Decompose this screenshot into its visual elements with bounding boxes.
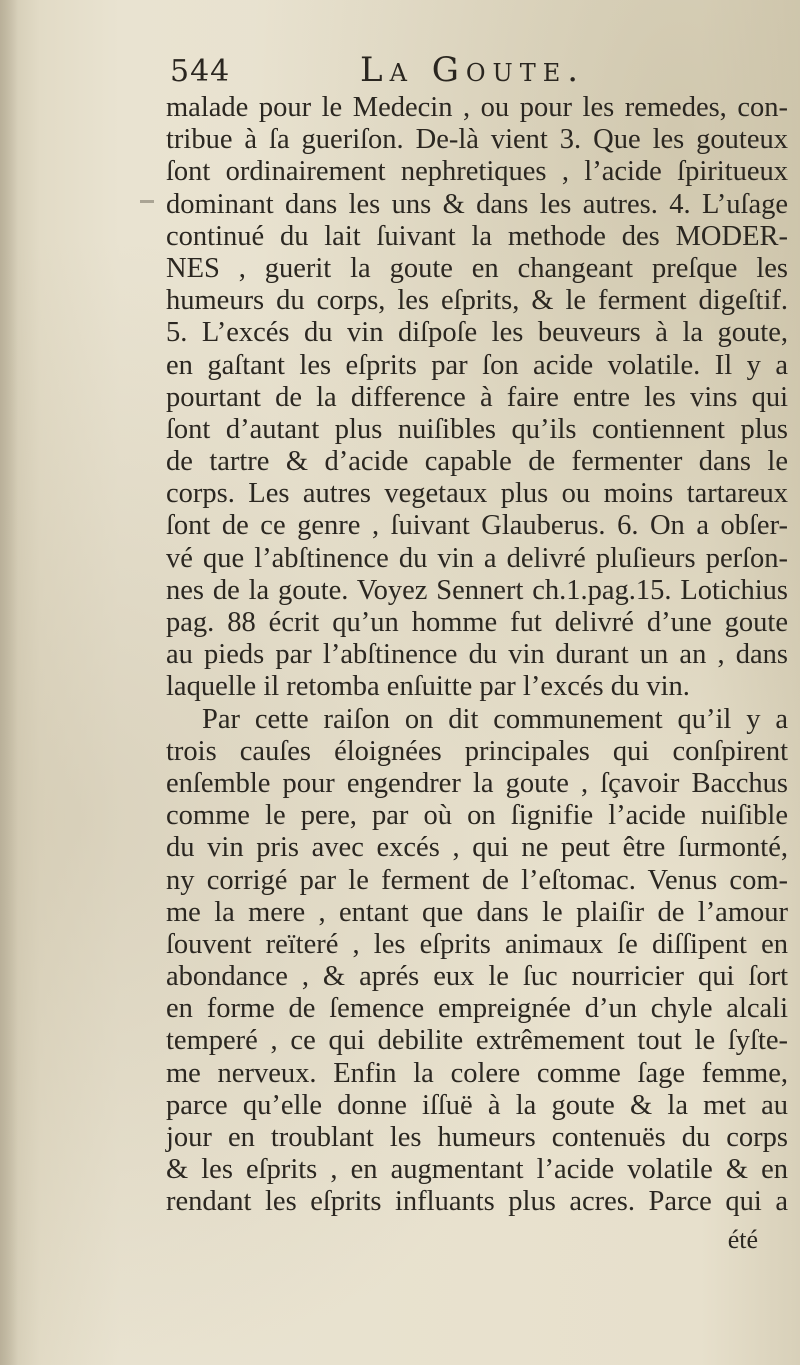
text-line: trois cauſes éloignées principales qui conſpirent (166, 735, 788, 767)
text-line: Par cette raiſon on dit communement qu’il y a (202, 703, 788, 735)
text-line: malade pour le Medecin , ou pour les remedes, con- (166, 92, 788, 123)
text-line: enſemble pour engendrer la goute , ſçavoir Bacchus (166, 767, 788, 799)
text-line: parce qu’elle donne iſſuë à la goute & la met au (166, 1089, 788, 1121)
text-line: ſont d’autant plus nuiſibles qu’ils contiennent plus (166, 413, 788, 445)
catchword-line (0, 1225, 790, 1257)
text-line: jour en troublant les humeurs contenuës du corps (166, 1122, 788, 1153)
text-line: corps. Les autres vegetaux plus ou moins tartareux (166, 478, 788, 510)
text-line: de tartre & d’acide capable de fermenter dans le (166, 446, 788, 478)
text-line: nes de la goute. Voyez Sennert ch.1.pag.15. Lotichius (166, 574, 788, 606)
text-line: continué du lait ſuivant la methode des MODER- (166, 220, 788, 252)
text-line: comme le pere, par où on ſignifie l’acide nuiſible (166, 800, 788, 832)
text-line: du vin pris avec excés , qui ne peut être ſurmonté, (166, 832, 788, 864)
text-line: en gaſtant les eſprits par ſon acide volatile. Il y a (166, 349, 788, 381)
margin-mark (140, 200, 154, 203)
page-header (170, 48, 770, 98)
text-line: abondance , & aprés eux le ſuc nourricier qui ſort (166, 961, 788, 993)
text-line: laquelle il retomba enſuitte par l’excés du vin. (166, 671, 690, 703)
text-line: ſont de ce genre , ſuivant Glauberus. 6. On a obſer- (166, 510, 788, 542)
text-line: dominant dans les uns & dans les autres. 4. L’uſage (166, 188, 788, 220)
text-line: rendant les eſprits influants plus acres. Parce qui a (166, 1186, 788, 1218)
running-title: La Goute. (360, 50, 586, 90)
text-line: temperé , ce qui debilite extrêmement tout le ſyſte- (166, 1025, 788, 1057)
text-line: me la mere , entant que dans le plaiſir de l’amour (166, 896, 788, 928)
text-line: humeurs du corps, les eſprits, & le ferment digeſtif. (166, 285, 788, 317)
text-line: tribue à ſa gueriſon. De-là vient 3. Que les gouteux (166, 124, 788, 156)
page-number: 544 (170, 54, 231, 89)
text-line: ſouvent reïteré , les eſprits animaux ſe diſſipent en (166, 928, 788, 960)
text-line: ny corrigé par le ferment de l’eſtomac. Venus com- (166, 864, 788, 896)
text-line: pag. 88 écrit qu’un homme fut delivré d’une goute (166, 607, 788, 638)
binding-gutter (0, 0, 18, 1365)
text-line: pourtant de la difference à faire entre les vins qui (166, 381, 788, 413)
text-line: en forme de ſemence empreignée d’un chyle alcali (166, 993, 788, 1025)
text-line: 5. L’excés du vin diſpoſe les beuveurs à la goute, (166, 317, 788, 349)
text-line: & les eſprits , en augmentant l’acide volatile & en (166, 1154, 788, 1186)
text-line: me nerveux. Enfin la colere comme ſage femme, (166, 1057, 788, 1089)
body-text (166, 92, 788, 1219)
text-line: au pieds par l’abſtinence du vin durant un an , dans (166, 639, 788, 671)
text-line: ſont ordinairement nephretiques , l’acide ſpiritueux (166, 156, 788, 188)
text-line: NES , guerit la goute en changeant preſque les (166, 252, 788, 284)
text-line: vé que l’abſtinence du vin a delivré pluſieurs perſon- (166, 542, 788, 574)
catchword: été (727, 1225, 758, 1254)
